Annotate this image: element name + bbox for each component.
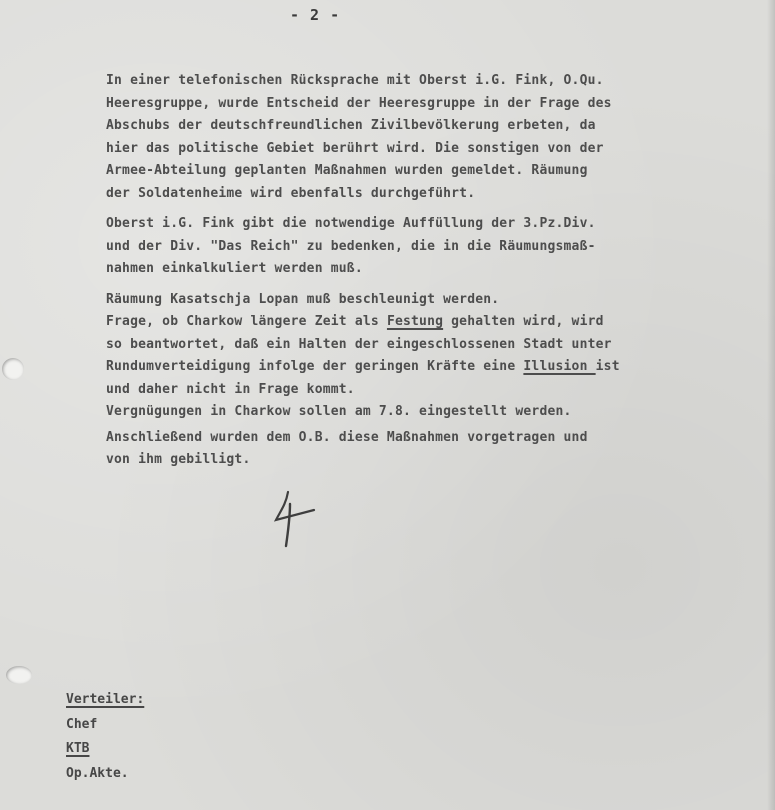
page-edge-shadow	[767, 0, 775, 810]
text-line: Abschubs der deutschfreundlichen Zivilbevölkerung erbeten, da	[106, 118, 596, 133]
text-line	[106, 311, 756, 334]
paragraph-3	[106, 289, 756, 424]
paragraph-5	[106, 427, 756, 472]
paragraph-2	[106, 213, 756, 281]
text-line: hier das politische Gebiet berührt wird. Die sonstigen von der	[106, 140, 604, 156]
underlined-word-festung: Festung	[386, 314, 444, 329]
text-line: Armee-Abteilung geplanten Maßnahmen wurden gemeldet. Räumung	[106, 163, 588, 178]
text-line: Räumung Kasatschja Lopan muß beschleunigt werden.	[106, 291, 500, 307]
text-line: In einer telefonischen Rücksprache mit Oberst i.G. Fink, O.Qu.	[106, 73, 604, 88]
punch-hole	[6, 666, 32, 684]
initials-signature-mark	[266, 490, 326, 550]
text-segment: Frage, ob Charkow längere Zeit als	[106, 314, 387, 329]
text-segment: ist	[595, 359, 620, 374]
text-line: Vergnügungen in Charkow sollen am 7.8. eingestellt werden.	[106, 404, 572, 419]
text-line: und der Div. "Das Reich" zu bedenken, die in die Räumungsmaß-	[106, 238, 596, 254]
distribution-item: KTB	[66, 741, 90, 756]
distribution-heading: Verteiler:	[66, 692, 145, 707]
text-line: Anschließend wurden dem O.B. diese Maßnahmen vorgetragen und	[106, 429, 588, 445]
text-line: und daher nicht in Frage kommt.	[106, 381, 355, 397]
text-segment: Rundumverteidigung infolge der geringen Kräfte eine	[106, 359, 524, 374]
text-segment: gehalten wird, wird	[443, 314, 604, 329]
text-line: Heeresgruppe, wurde Entscheid der Heeresgruppe in der Frage des	[106, 95, 612, 111]
distribution-list	[66, 688, 144, 786]
punch-hole	[2, 358, 24, 380]
distribution-item: Op.Akte.	[66, 765, 129, 781]
text-line: nahmen einkalkuliert werden muß.	[106, 261, 363, 276]
paragraph-1	[106, 70, 756, 205]
underlined-word-illusion: Illusion	[523, 359, 596, 374]
page-number: - 2 -	[290, 6, 341, 24]
text-line: von ihm gebilligt.	[106, 452, 251, 467]
document-body	[106, 70, 756, 472]
text-line: Oberst i.G. Fink gibt die notwendige Auffüllung der 3.Pz.Div.	[106, 216, 596, 231]
text-line	[106, 356, 756, 379]
text-line: so beantwortet, daß ein Halten der eingeschlossenen Stadt unter	[106, 336, 612, 352]
distribution-item: Chef	[66, 716, 98, 732]
text-line: der Soldatenheime wird ebenfalls durchgeführt.	[106, 185, 476, 201]
